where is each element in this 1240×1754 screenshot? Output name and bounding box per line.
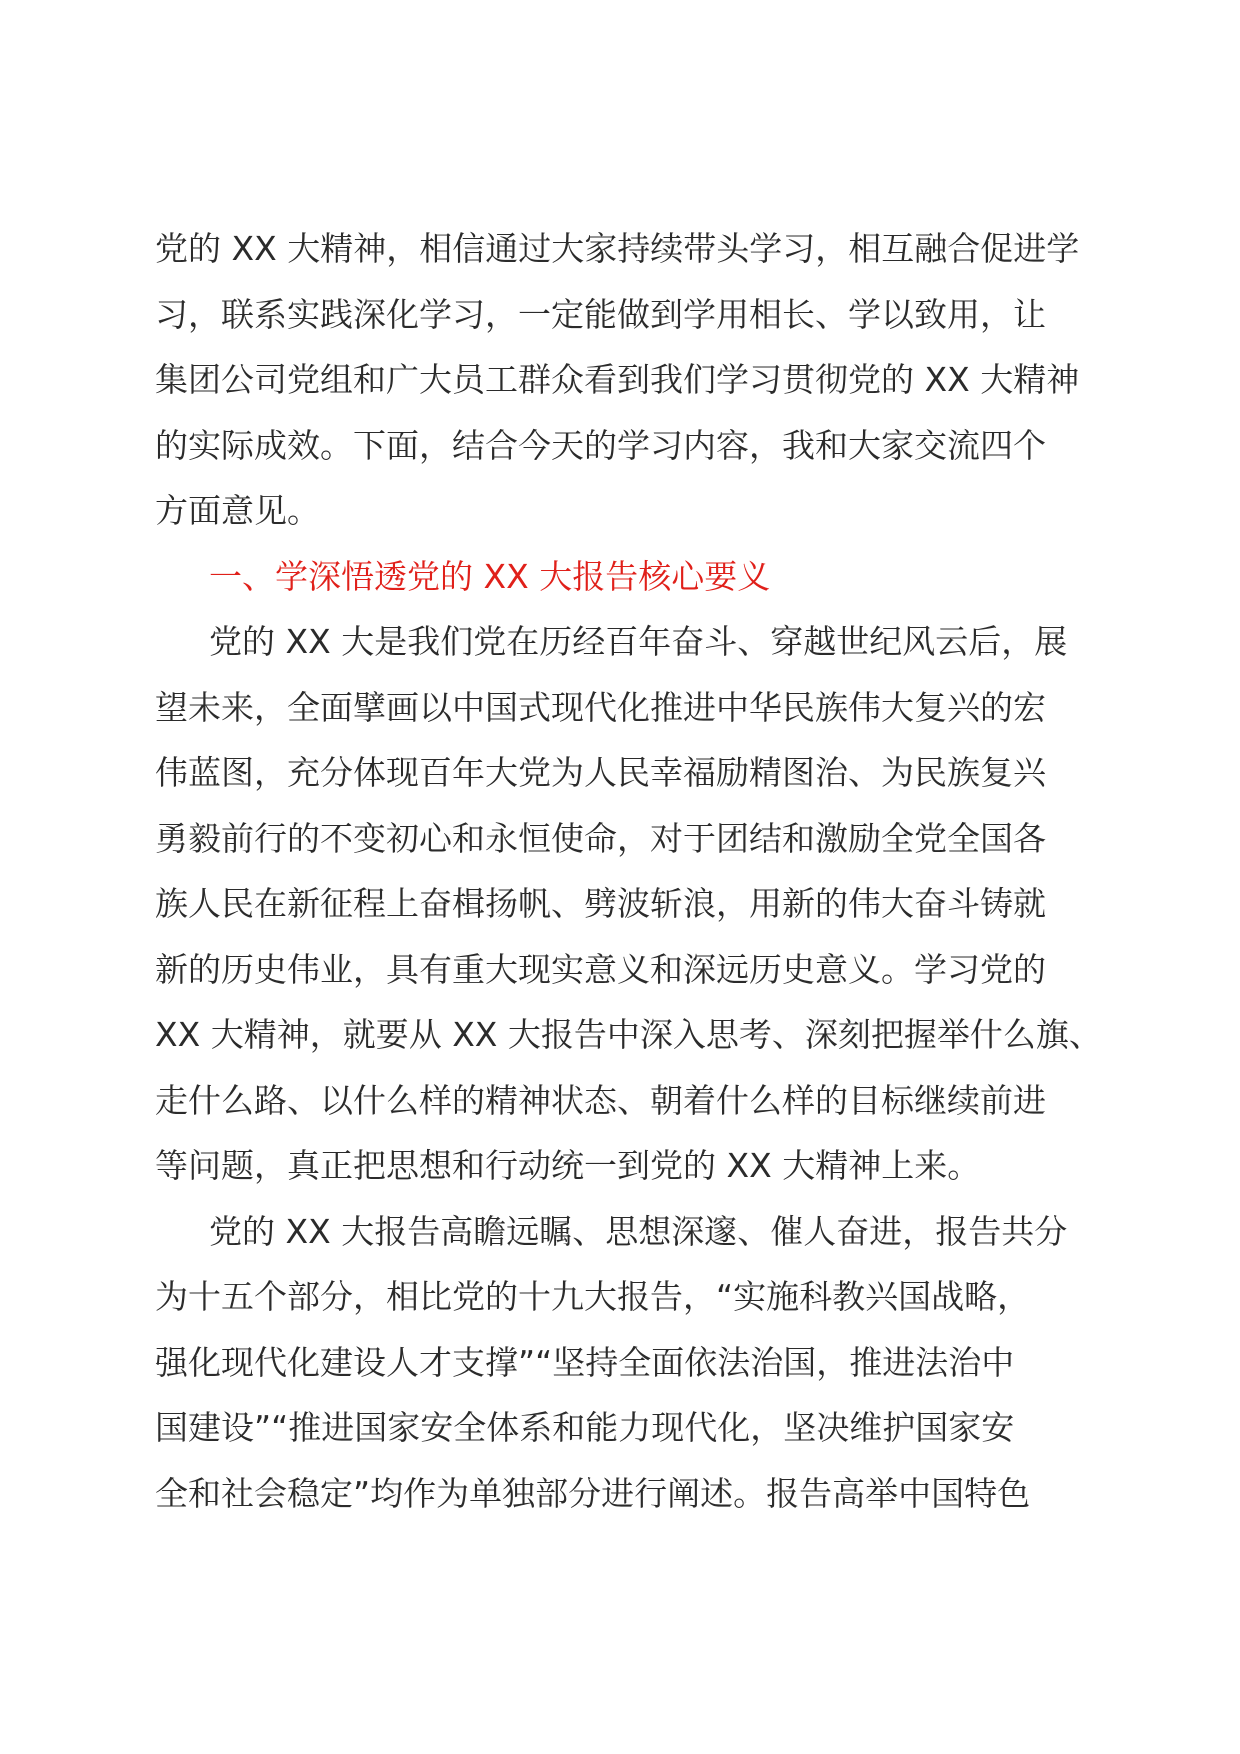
paragraph-2 bbox=[155, 1199, 1085, 1527]
text-line: 勇毅前行的不变初心和永恒使命，对于团结和激励全党全国各 bbox=[155, 818, 1046, 858]
text-line: 全和社会稳定”均作为单独部分进行阐述。报告高举中国特色 bbox=[155, 1473, 1031, 1513]
text-line: 党的 XX 大精神，相信通过大家持续带头学习，相互融合促进学 bbox=[155, 229, 1080, 268]
text-line: 望未来，全面擘画以中国式现代化推进中华民族伟大复兴的宏 bbox=[155, 687, 1046, 727]
text-line: 伟蓝图，充分体现百年大党为人民幸福励精图治、为民族复兴 bbox=[155, 753, 1046, 792]
text-line: 为十五个部分，相比党的十九大报告，“实施科教兴国战略， bbox=[155, 1277, 1031, 1316]
section-heading: 一、学深悟透党的 XX 大报告核心要义 bbox=[209, 556, 771, 596]
text-line: 族人民在新征程上奋楫扬帆、劈波斩浪，用新的伟大奋斗铸就 bbox=[155, 884, 1046, 923]
document-body bbox=[155, 216, 1102, 1526]
text-line: 走什么路、以什么样的精神状态、朝着什么样的目标继续前进 bbox=[155, 1080, 1046, 1120]
text-line: 新的历史伟业，具有重大现实意义和深远历史意义。学习党的 bbox=[155, 949, 1046, 989]
text-line: XX 大精神，就要从 XX 大报告中深入思考、深刻把握举什么旗、 bbox=[155, 1015, 1102, 1054]
text-line: 党的 XX 大是我们党在历经百年奋斗、穿越世纪风云后，展 bbox=[209, 622, 1068, 661]
intro-paragraph bbox=[155, 216, 1085, 544]
text-line: 强化现代化建设人才支撑”“坚持全面依法治国，推进法治中 bbox=[155, 1342, 1015, 1382]
text-line: 习，联系实践深化学习，一定能做到学用相长、学以致用，让 bbox=[155, 294, 1046, 334]
text-line: 等问题，真正把思想和行动统一到党的 XX 大精神上来。 bbox=[155, 1146, 981, 1185]
text-line: 的实际成效。下面，结合今天的学习内容，我和大家交流四个 bbox=[155, 425, 1046, 465]
text-line: 集团公司党组和广大员工群众看到我们学习贯彻党的 XX 大精神 bbox=[155, 360, 1080, 399]
text-line: 国建设”“推进国家安全体系和能力现代化，坚决维护国家安 bbox=[155, 1408, 1015, 1447]
paragraph-1 bbox=[155, 609, 1102, 1199]
text-line: 党的 XX 大报告高瞻远瞩、思想深邃、催人奋进，报告共分 bbox=[209, 1211, 1068, 1251]
text-line: 方面意见。 bbox=[155, 491, 320, 530]
